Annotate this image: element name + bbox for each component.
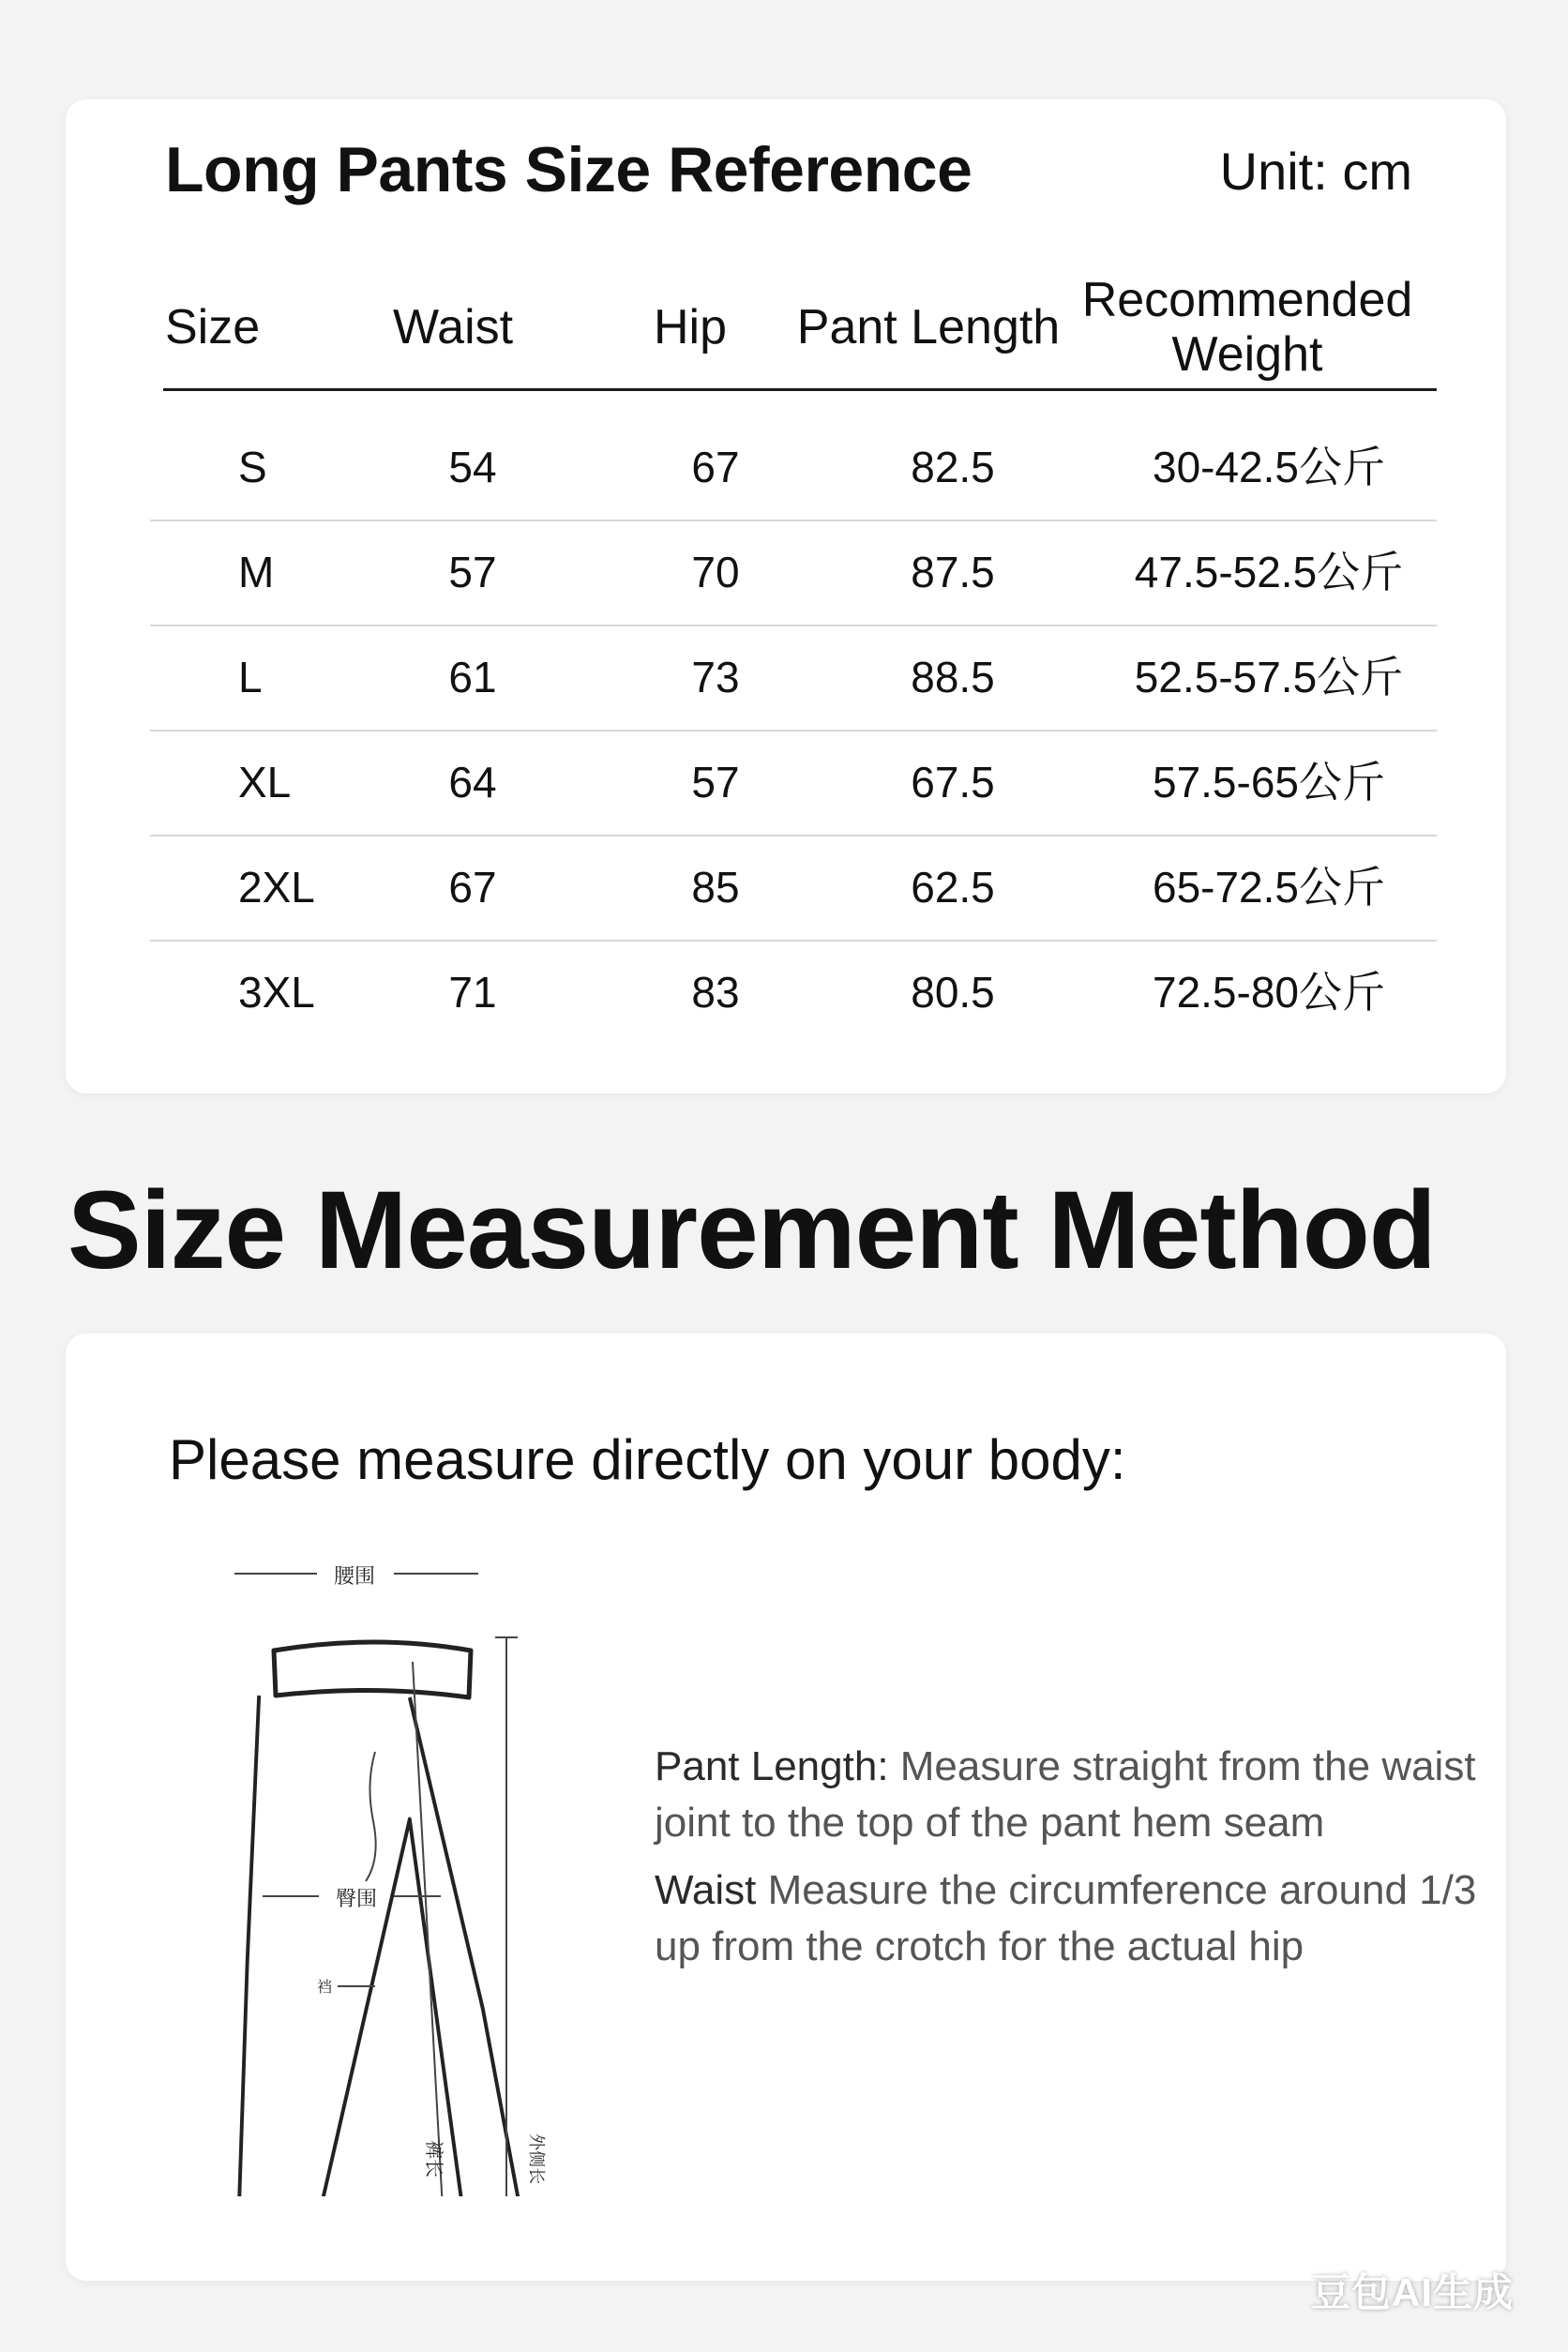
header-size: Size <box>165 300 261 354</box>
pant-length-text-2: joint to the top of the pant hem seam <box>655 1800 1325 1846</box>
header-pant-length: Pant Length <box>796 300 1061 354</box>
cell-hip: 83 <box>691 968 740 1017</box>
pant-length-label: Pant Length: <box>655 1743 889 1789</box>
cell-waist: 67 <box>448 863 497 912</box>
cell-size: L <box>238 653 263 701</box>
cell-size: M <box>238 548 275 596</box>
cell-size: XL <box>238 758 292 807</box>
table-row <box>150 625 1437 731</box>
pant-length-description <box>655 1739 1476 1851</box>
pant-length-line1 <box>655 1739 1476 1795</box>
cell-waist: 71 <box>448 968 497 1017</box>
cell-length: 88.5 <box>911 653 995 701</box>
cell-hip: 85 <box>691 863 740 912</box>
cell-weight: 47.5-52.5公斤 <box>1134 548 1404 596</box>
cell-length: 82.5 <box>911 443 995 491</box>
header-waist: Waist <box>393 300 514 354</box>
header-divider <box>163 388 1437 391</box>
waist-label: Waist <box>655 1867 757 1913</box>
table-row <box>150 415 1437 521</box>
cell-size: S <box>238 443 267 491</box>
cell-hip: 57 <box>691 758 740 807</box>
waist-description <box>655 1862 1476 1975</box>
diagram-label-middle: 臀围 <box>335 1888 378 1911</box>
pants-body <box>234 1696 546 2196</box>
pant-length-text-1: Measure straight from the waist <box>888 1743 1476 1789</box>
waist-text-1: Measure the circumference around 1/3 <box>756 1867 1477 1913</box>
cell-waist: 54 <box>448 443 497 491</box>
header-weight-line2: Weight <box>1171 327 1323 382</box>
cell-weight: 52.5-57.5公斤 <box>1134 653 1404 701</box>
size-table-title: Long Pants Size Reference <box>165 134 972 205</box>
pants-outline <box>234 1642 546 2196</box>
table-row <box>150 835 1437 942</box>
cell-waist: 64 <box>448 758 497 807</box>
watermark: 豆包AI生成 <box>1311 2270 1515 2314</box>
cell-waist: 61 <box>448 653 497 701</box>
cell-length: 87.5 <box>911 548 995 596</box>
cell-weight: 57.5-65公斤 <box>1152 758 1385 807</box>
diagram-label-inseam: 裤长 <box>423 2140 445 2178</box>
table-row <box>150 730 1437 837</box>
diagram-label-crotch: 裆 <box>316 1978 333 1996</box>
cell-waist: 57 <box>448 548 497 596</box>
header-weight-line1: Recommended <box>1081 273 1413 327</box>
cell-length: 80.5 <box>911 968 995 1017</box>
waist-line1 <box>655 1862 1476 1919</box>
cell-size: 2XL <box>238 863 315 912</box>
cell-length: 67.5 <box>911 758 995 807</box>
cell-length: 62.5 <box>911 863 995 912</box>
header-hip: Hip <box>654 300 728 354</box>
diagram-label-side: 外侧长 <box>526 2133 546 2184</box>
pants-detail-lines <box>234 1574 518 2196</box>
cell-hip: 73 <box>691 653 740 701</box>
section-title: Size Measurement Method <box>68 1168 1436 1292</box>
cell-size: 3XL <box>238 968 315 1017</box>
cell-hip: 70 <box>691 548 740 596</box>
table-row <box>150 940 1437 1045</box>
cell-weight: 65-72.5公斤 <box>1152 863 1385 912</box>
header-recommended-weight <box>1081 268 1413 386</box>
unit-label: Unit: cm <box>1219 142 1412 201</box>
diagram-label-top: 腰围 <box>333 1565 376 1589</box>
table-row <box>150 520 1437 626</box>
cell-weight: 72.5-80公斤 <box>1152 968 1385 1017</box>
cell-hip: 67 <box>691 443 740 491</box>
instruction-text: Please measure directly on your body: <box>169 1428 1126 1491</box>
pants-diagram <box>206 1521 563 2196</box>
waistband <box>274 1642 471 1697</box>
cell-weight: 30-42.5公斤 <box>1152 443 1385 491</box>
size-reference-card <box>66 99 1506 1093</box>
waist-text-2: up from the crotch for the actual hip <box>655 1923 1304 1969</box>
measurement-card <box>66 1334 1506 2281</box>
